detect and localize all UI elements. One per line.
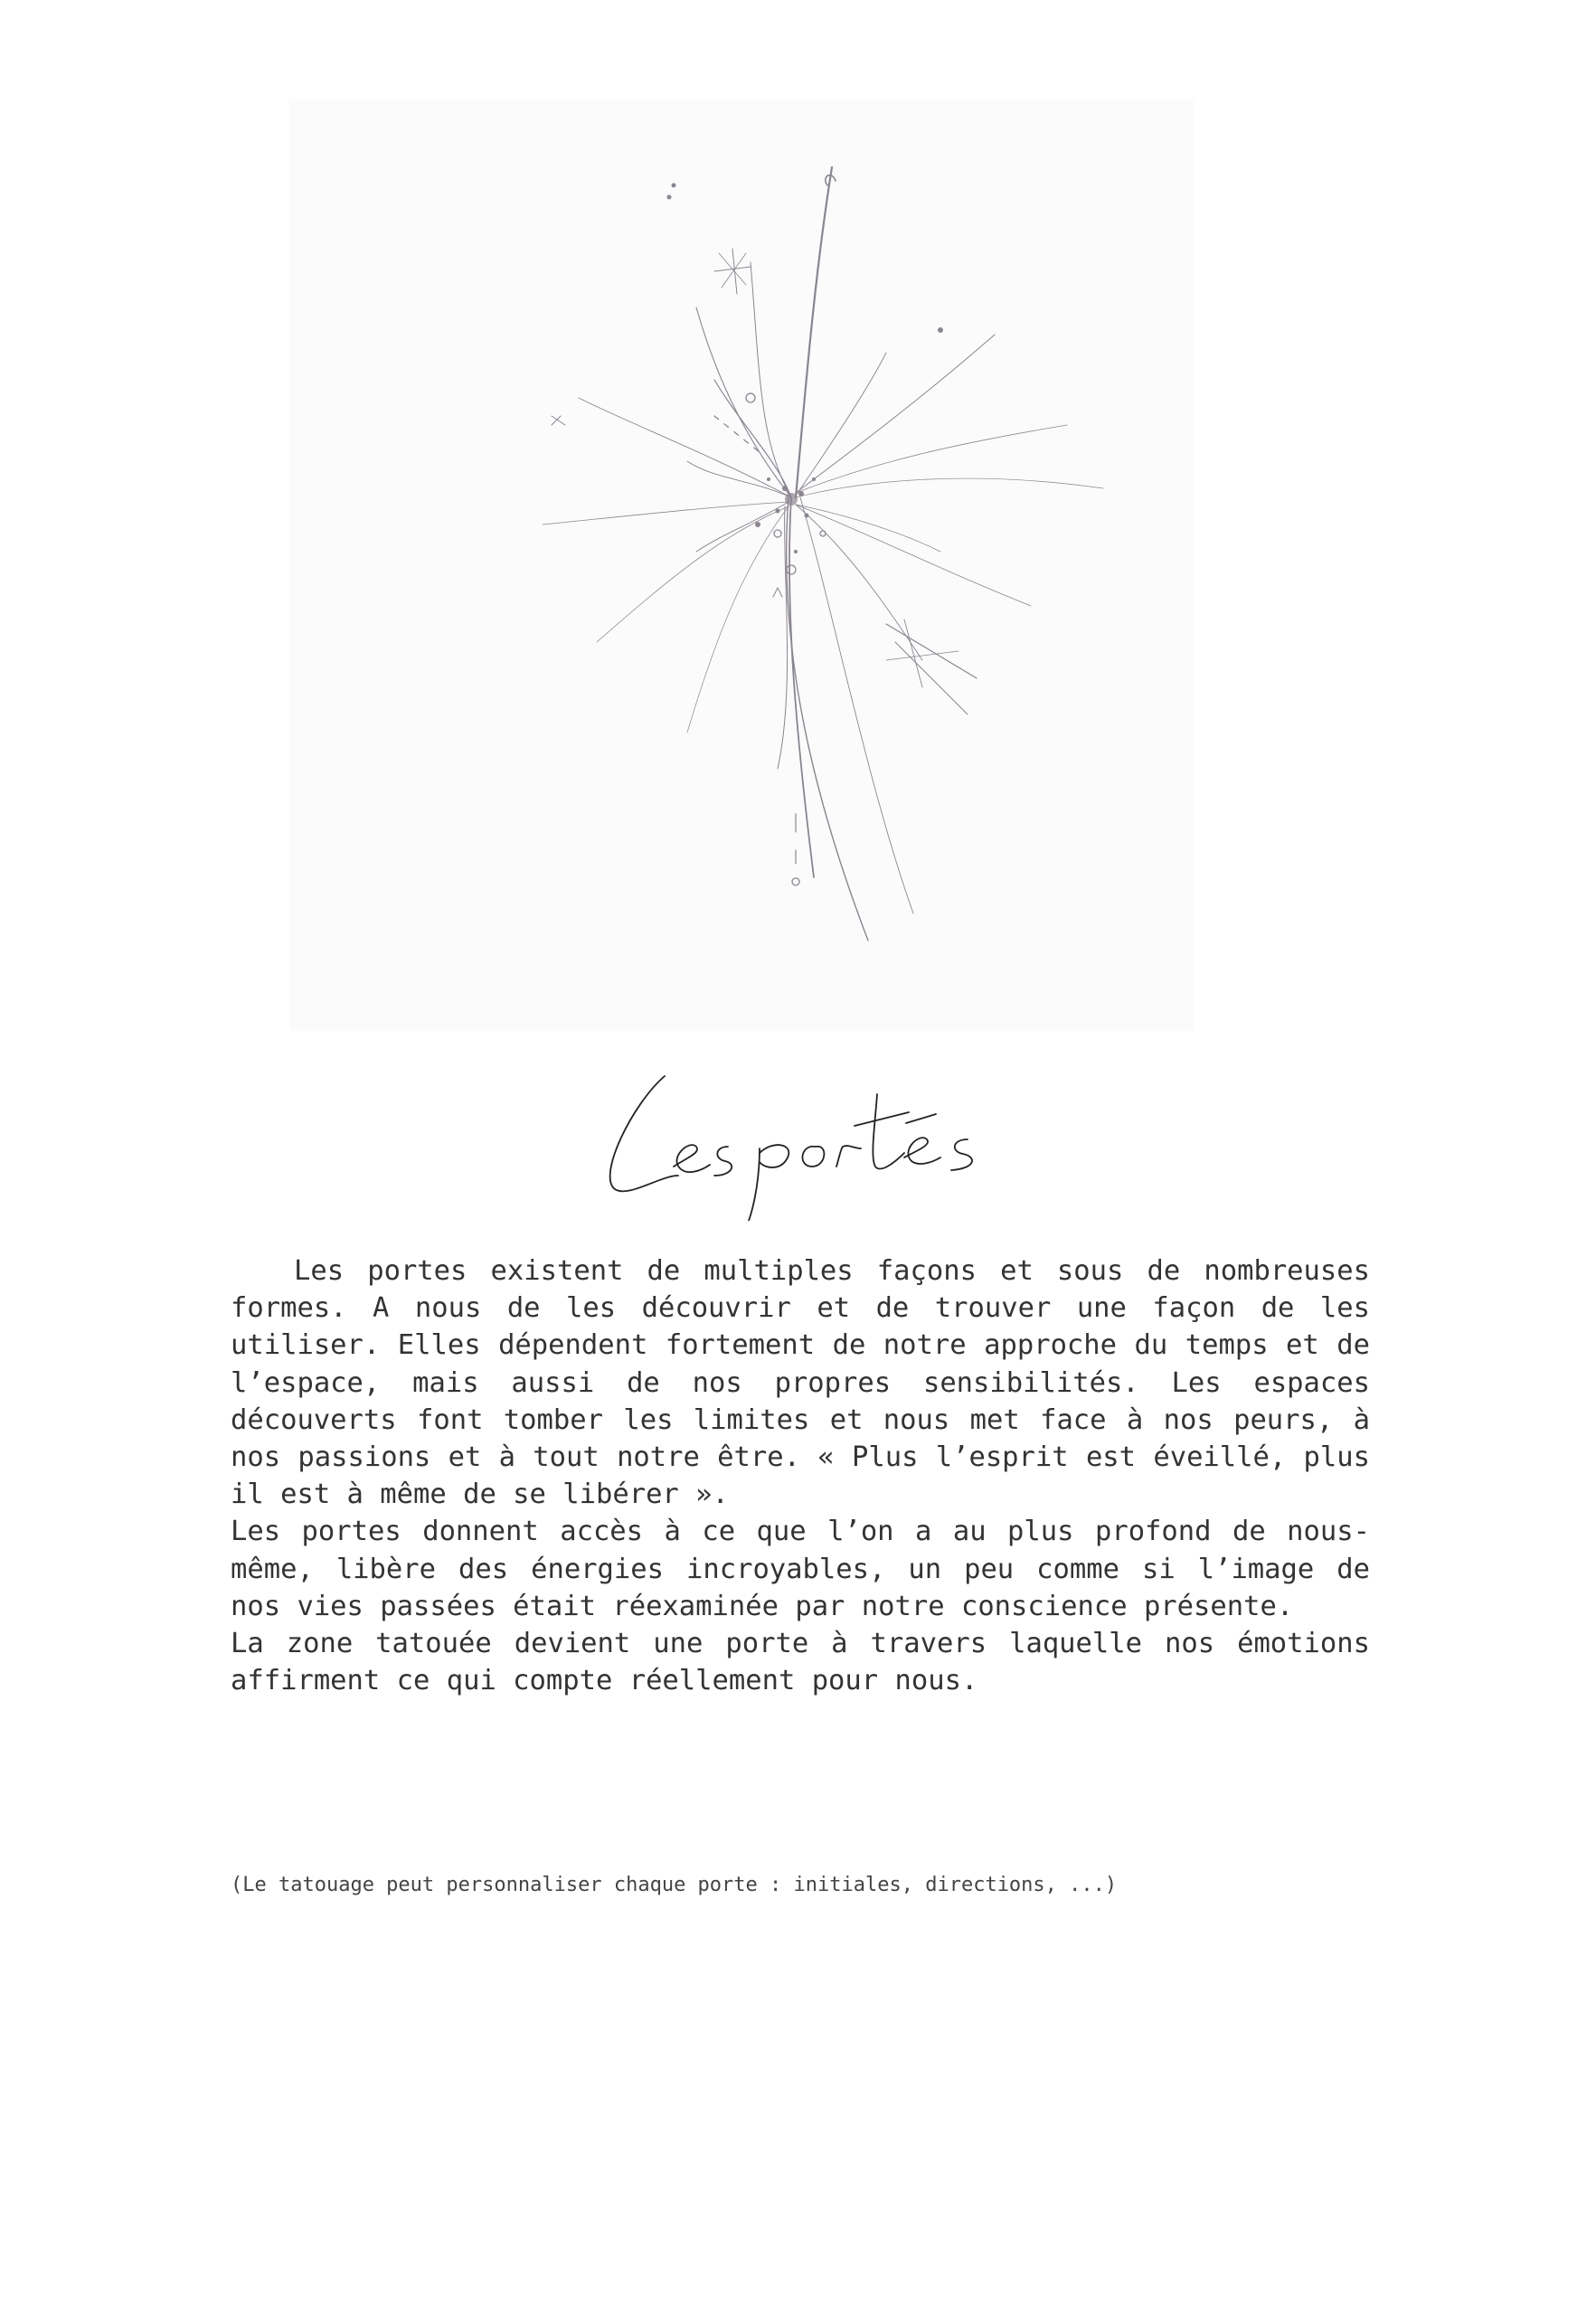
page-title [579, 1040, 1022, 1221]
paragraph: La zone tatouée devient une porte à travers laquelle nos émotions affirment ce qui compte réellement pour nous. [231, 1628, 1370, 1697]
footnote: (Le tatouage peut personnaliser chaque porte : initiales, directions, ...) [231, 1874, 1118, 1896]
body-text [231, 1252, 1370, 1699]
star-burst-drawing [289, 99, 1194, 1031]
pencil-star-illustration [289, 99, 1194, 1031]
handwritten-title-signature [579, 1040, 1022, 1221]
paragraph: Les portes donnent accès à ce que l’on a au plus profond de nous-même, libère des énergies incroyables, un peu comme si l’image de nos vies passées était réexaminée par notre conscience présente. [231, 1516, 1370, 1622]
paragraph: Les portes existent de multiples façons et sous de nombreuses formes. A nous de les découvrir et de trouver une façon de les utiliser. Elles dépendent fortement de notre approche du temps et de l’espace, mais aussi de nos propres sensibilités. Les espaces découverts font tomber les limites et nous met face à nos peurs, à nos passions et à tout notre être. « Plus l’esprit est éveillé, plus il est à même de se libérer ». [231, 1255, 1370, 1511]
